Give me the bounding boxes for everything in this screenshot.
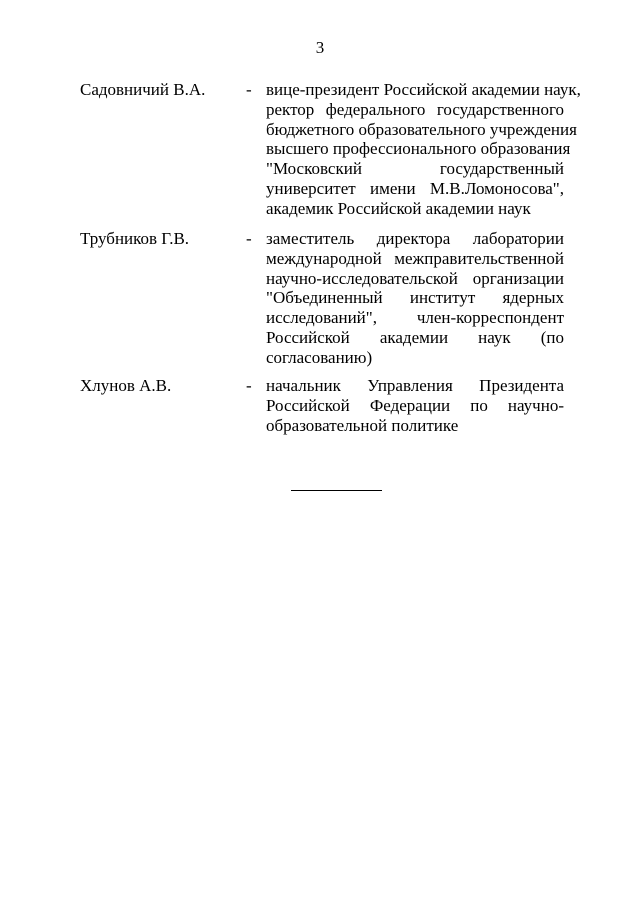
description-line: образовательной политике <box>266 415 459 435</box>
description-line: исследований", член-корреспондент <box>266 308 564 328</box>
description-line: начальник Управления Президента <box>266 376 564 395</box>
description-line: университет имени М.В.Ломоносова", <box>266 178 564 198</box>
description-line: международной межправительственной <box>266 248 564 268</box>
description-line: бюджетного образовательного учреждения <box>266 119 577 139</box>
dash: - <box>246 80 252 99</box>
person-name: Хлунов А.В. <box>80 376 172 395</box>
dash: - <box>246 229 252 248</box>
person-name: Трубников Г.В. <box>80 229 190 248</box>
description-line: вице-президент Российской академии наук, <box>266 80 581 99</box>
description-line: Российской Федерации по научно- <box>266 395 564 415</box>
page-number: 3 <box>315 38 325 57</box>
description-line: Российской академии наук (по <box>266 327 564 347</box>
description-line: согласованию) <box>266 347 373 367</box>
description-line: высшего профессионального образования <box>266 139 571 159</box>
person-name: Садовничий В.А. <box>80 80 206 99</box>
description-line: академик Российской академии наук <box>266 198 531 218</box>
position-description <box>266 229 564 368</box>
description-line: заместитель директора лаборатории <box>266 229 564 248</box>
position-description <box>266 376 564 435</box>
position-description <box>266 80 581 219</box>
end-separator-line <box>291 490 382 491</box>
description-line: "Объединенный институт ядерных <box>266 288 564 308</box>
description-line: ректор федерального государственного <box>266 99 564 119</box>
description-line: "Московский государственный <box>266 159 564 179</box>
dash: - <box>246 376 252 395</box>
description-line: научно-исследовательской организации <box>266 268 564 288</box>
